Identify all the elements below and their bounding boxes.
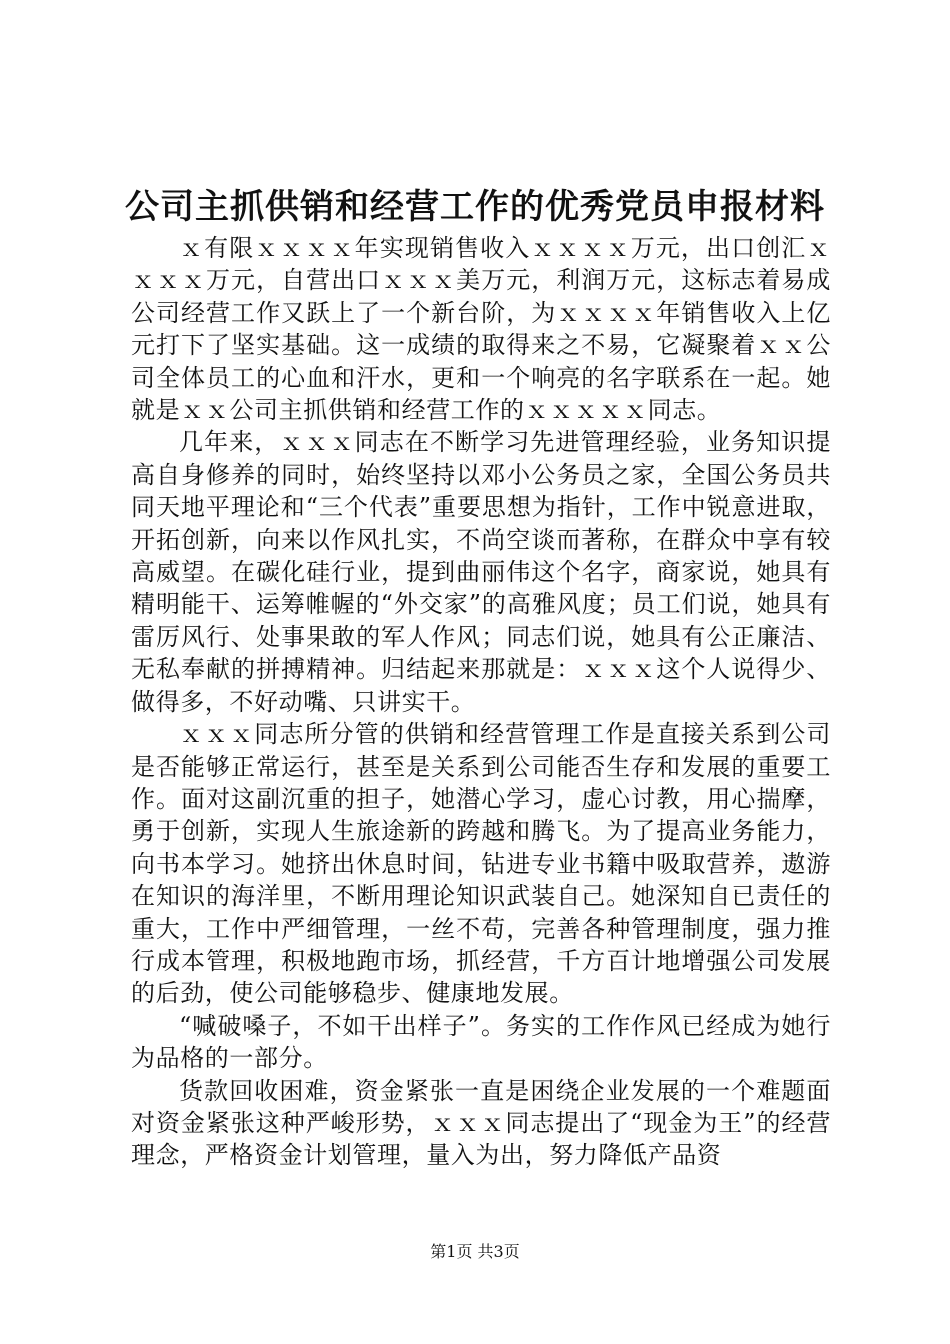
page-number-footer: 第1页 共3页	[430, 1242, 520, 1261]
document-body	[131, 232, 831, 1172]
paragraph-2: 几年来，ｘｘｘ同志在不断学习先进管理经验，业务知识提高自身修养的同时，始终坚持以邓小公务员之家，全国公务员共同天地平理论和“三个代表”重要思想为指针，工作中锐意进取，开拓创新，向来以作风扎实，不尚空谈而著称，在群众中享有较高威望。在碳化硅行业，提到曲丽伟这个名字，商家说，她具有精明能干、运筹帷幄的“外交家”的高雅风度；员工们说，她具有雷厉风行、处事果敢的军人作风；同志们说，她具有公正廉洁、无私奉献的拼搏精神。归结起来那就是：ｘｘｘ这个人说得少、做得多，不好动嘴、只讲实干。	[131, 428, 831, 716]
document-title: 公司主抓供销和经营工作的优秀党员申报材料	[125, 187, 825, 227]
paragraph-3: ｘｘｘ同志所分管的供销和经营管理工作是直接关系到公司是否能够正常运行，甚至是关系到公司能否生存和发展的重要工作。面对这副沉重的担子，她潜心学习，虚心讨教，用心揣摩，勇于创新，实现人生旅途新的跨越和腾飞。为了提高业务能力，向书本学习。她挤出休息时间，钻进专业书籍中吸取营养，遨游在知识的海洋里，不断用理论知识武装自己。她深知自已责任的重大，工作中严细管理，一丝不苟，完善各种管理制度，强力推行成本管理，积极地跑市场，抓经营，千方百计地增强公司发展的后劲，使公司能够稳步、健康地发展。	[131, 720, 831, 1008]
paragraph-4: “喊破嗓子，不如干出样子”。务实的工作作风已经成为她行为品格的一部分。	[131, 1011, 831, 1073]
paragraph-5: 货款回收困难，资金紧张一直是困绕企业发展的一个难题面对资金紧张这种严峻形势，ｘｘｘ同志提出了“现金为王”的经营理念，严格资金计划管理，量入为出，努力降低产品资	[131, 1076, 831, 1170]
paragraph-1: ｘ有限ｘｘｘｘ年实现销售收入ｘｘｘｘ万元，出口创汇ｘｘｘｘ万元，自营出口ｘｘｘ美万元，利润万元，这标志着易成公司经营工作又跃上了一个新台阶，为ｘｘｘｘ年销售收入上亿元打下了坚实基础。这一成绩的取得来之不易，它凝聚着ｘｘ公司全体员工的心血和汗水，更和一个响亮的名字联系在一起。她就是ｘｘ公司主抓供销和经营工作的ｘｘｘｘｘ同志。	[131, 234, 831, 425]
